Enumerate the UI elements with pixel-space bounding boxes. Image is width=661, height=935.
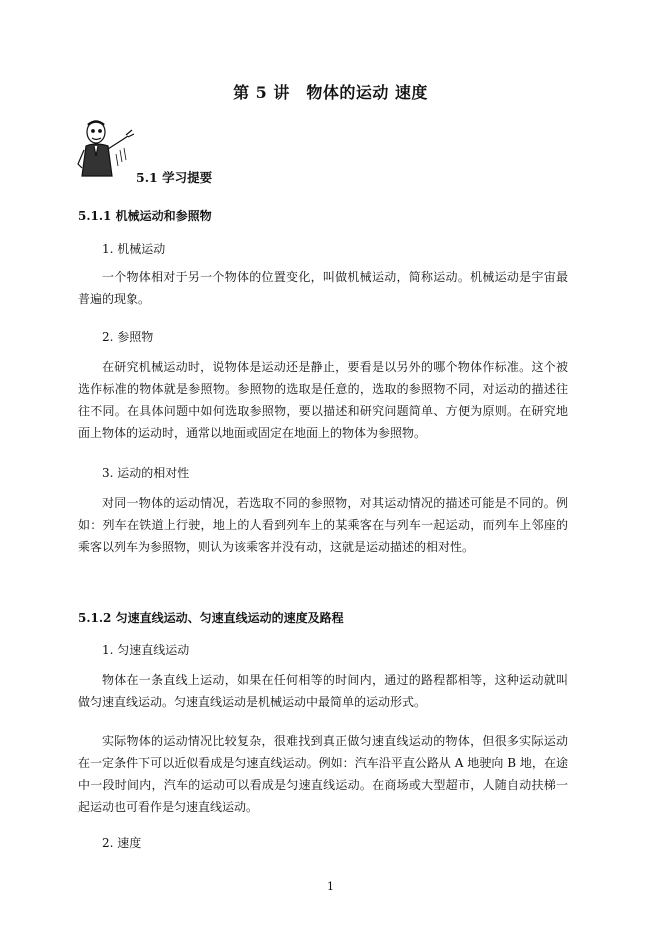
- paragraph-reference-frame: 在研究机械运动时，说物体是运动还是静止，要看是以另外的哪个物体作标准。这个被选作标准的物体就是参照物。参照物的选取是任意的，选取的参照物不同，对运动的描述往往不同。在具体问题中如何选取参照物，要以描述和研究问题简单、方便为原则。在研究地面上物体的运动时，通常以地面或固定在地面上的物体为参照物。: [78, 360, 568, 440]
- page-number: 1: [327, 880, 334, 893]
- subsection-heading-1: 5.1.1 机械运动和参照物: [78, 209, 212, 223]
- item-label-uniform-motion: 1. 匀速直线运动: [102, 643, 190, 657]
- item-label-relativity: 3. 运动的相对性: [102, 466, 190, 480]
- paragraph-uniform-motion-example: 实际物体的运动情况比较复杂，很难找到真正做匀速直线运动的物体，但很多实际运动在一定条件下可以近似看成是匀速直线运动。例如：汽车沿平直公路从 A 地驶向 B 地，在途中一段时间内，汽车的运动可以看成是匀速直线运动。在商场或大型超市，人随自动扶梯一起运动也可看作是匀速直线运动。: [78, 734, 568, 814]
- lesson-title: 第 5 讲 物体的运动 速度: [233, 83, 428, 102]
- section-heading: 5.1 学习提要: [136, 170, 213, 185]
- paragraph-mechanical-motion: 一个物体相对于另一个物体的位置变化，叫做机械运动，简称运动。机械运动是宇宙最普遍的现象。: [78, 270, 568, 306]
- paragraph-relativity: 对同一物体的运动情况，若选取不同的参照物，对其运动情况的描述可能是不同的。例如：列车在铁道上行驶，地上的人看到列车上的某乘客在与列车一起运动，而列车上邻座的乘客以列车为参照物，则认为该乘客并没有动，这就是运动描述的相对性。: [78, 496, 568, 554]
- item-label-reference-frame: 2. 参照物: [102, 330, 154, 344]
- subsection-heading-2: 5.1.2 匀速直线运动、匀速直线运动的速度及路程: [78, 611, 344, 625]
- paragraph-uniform-motion: 物体在一条直线上运动，如果在任何相等的时间内，通过的路程都相等，这种运动就叫做匀速直线运动。匀速直线运动是机械运动中最简单的运动形式。: [78, 673, 568, 709]
- item-label-speed: 2. 速度: [102, 836, 142, 850]
- item-label-mechanical-motion: 1. 机械运动: [102, 242, 166, 256]
- teacher-cartoon-illustration: [76, 116, 138, 180]
